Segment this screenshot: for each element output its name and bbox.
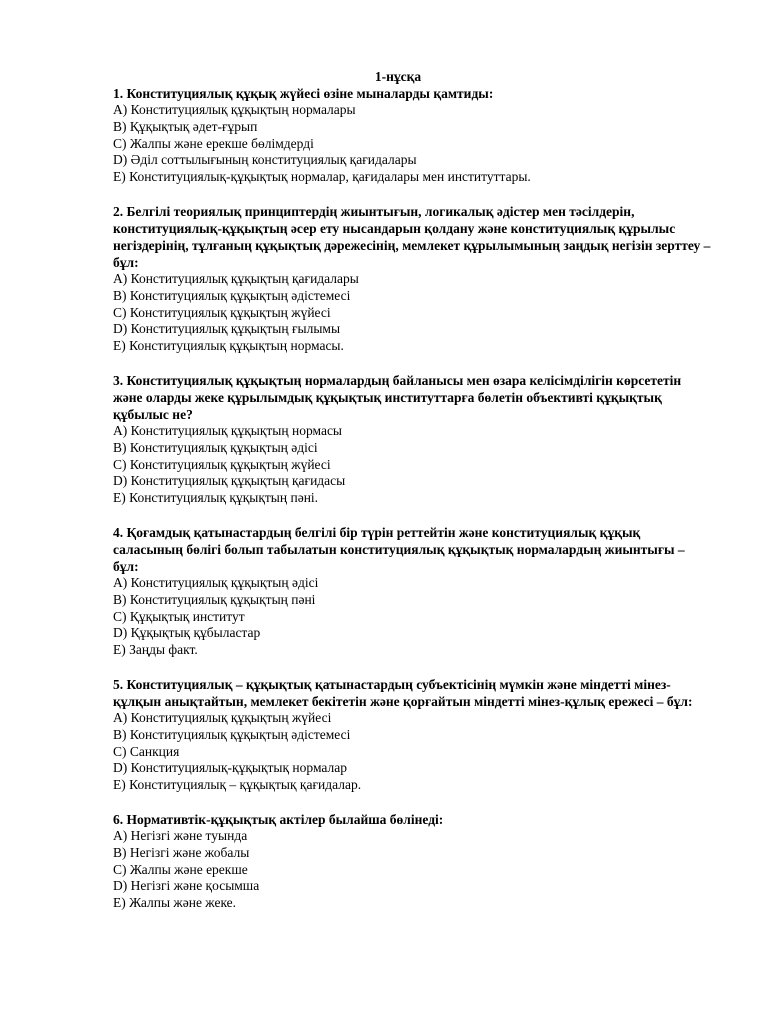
answer-option: B) Конституциялық құқықтың әдістемесі: [113, 726, 351, 742]
question-3: [113, 372, 713, 507]
answer-option: E) Конституциялық құқықтың нормасы.: [113, 338, 344, 354]
answer-option: D) Конституциялық құқықтың ғылымы: [113, 321, 341, 337]
answer-option: B) Конституциялық құқықтың әдістемесі: [113, 287, 351, 303]
question-1: [113, 85, 713, 186]
question-text: 5. Конституциялық – құқықтық қатынастардың субъектісінің мүмкін және міндетті мінез-құлқын анықтайтын, мемлекет бекітетін және қорғайтын міндетті мінез-құлық ережесі – бұл:: [113, 676, 693, 709]
document-title: 1-нұсқа: [374, 69, 422, 84]
question-text: 1. Конституциялық құқық жүйесі өзіне мыналарды қамтиды:: [113, 86, 494, 101]
answer-option: D) Конституциялық-құқықтық нормалар: [113, 760, 347, 776]
answer-option: B) Құқықтық әдет-ғұрып: [113, 118, 258, 134]
question-4: [113, 524, 713, 659]
answer-option: C) Жалпы және ерекше: [113, 861, 248, 877]
answer-options: [113, 271, 713, 355]
question-text: 2. Белгілі теориялық принциптердің жиынтығын, логикалық әдістер мен тәсілдерін, конституциялық-құқықтың әсер ету нысандарын қолдану және конституциялық құрылыс негіздерінің, тұлғаның құқықтық дәрежесінің, мемлекет құрылымының заңдық негізін зерттеу – бұл:: [113, 203, 711, 270]
question-text: 4. Қоғамдық қатынастардың белгілі бір түрін реттейтін және конституциялық құқық саласының бөлігі болып табылатын конституциялық құқықтық нормалардың жиынтығы – бұл:: [113, 524, 685, 574]
answer-option: A) Конституциялық құқықтың әдісі: [113, 574, 319, 590]
question-text: 6. Нормативтік-құқықтық актілер былайша бөлінеді:: [113, 811, 444, 827]
question-6: [113, 811, 713, 912]
answer-option: C) Конституциялық құқықтың жүйесі: [113, 304, 331, 320]
answer-option: A) Конституциялық құқықтың нормасы: [113, 422, 343, 438]
answer-option: B) Конституциялық құқықтың әдісі: [113, 439, 318, 455]
answer-option: E) Конституциялық құқықтың пәні.: [113, 490, 319, 506]
answer-option: D) Конституциялық құқықтың қағидасы: [113, 473, 346, 489]
answer-option: B) Конституциялық құқықтың пәні: [113, 591, 316, 607]
answer-options: [113, 710, 713, 794]
answer-option: A) Негізгі және туында: [113, 827, 248, 843]
answer-option: D) Әділ соттылығының конституциялық қағидалары: [113, 152, 417, 168]
answer-option: C) Конституциялық құқықтың жүйесі: [113, 456, 331, 472]
answer-option: E) Конституциялық-құқықтық нормалар, қағидалары мен институттары.: [113, 169, 531, 185]
question-list: [113, 85, 713, 912]
answer-options: [113, 575, 713, 659]
question-2: [113, 203, 713, 355]
answer-options: [113, 828, 713, 912]
answer-option: B) Негізгі және жобалы: [113, 844, 250, 860]
question-5: [113, 676, 713, 794]
answer-option: D) Құқықтық құбыластар: [113, 625, 261, 641]
answer-option: E) Конституциялық – құқықтық қағидалар.: [113, 777, 362, 793]
answer-options: [113, 423, 713, 507]
answer-option: C) Құқықтық институт: [113, 608, 245, 624]
answer-option: C) Санкция: [113, 743, 180, 759]
answer-options: [113, 102, 713, 186]
answer-option: A) Конституциялық құқықтың қағидалары: [113, 270, 359, 286]
answer-option: D) Негізгі және қосымша: [113, 878, 260, 894]
answer-option: E) Заңды факт.: [113, 642, 198, 658]
answer-option: E) Жалпы және жеке.: [113, 895, 237, 911]
answer-option: A) Конституциялық құқықтың нормалары: [113, 102, 356, 117]
document-page: [113, 68, 713, 912]
answer-option: C) Жалпы және ерекше бөлімдерді: [113, 135, 314, 151]
question-text: 3. Конституциялық құқықтың нормалардың байланысы мен өзара келісімділігін көрсететін және оларды жеке құрылымдық құқықтық институттарға бөлетін объективті құқықтық құбылыс не?: [113, 372, 682, 422]
answer-option: A) Конституциялық құқықтың жүйесі: [113, 709, 332, 725]
